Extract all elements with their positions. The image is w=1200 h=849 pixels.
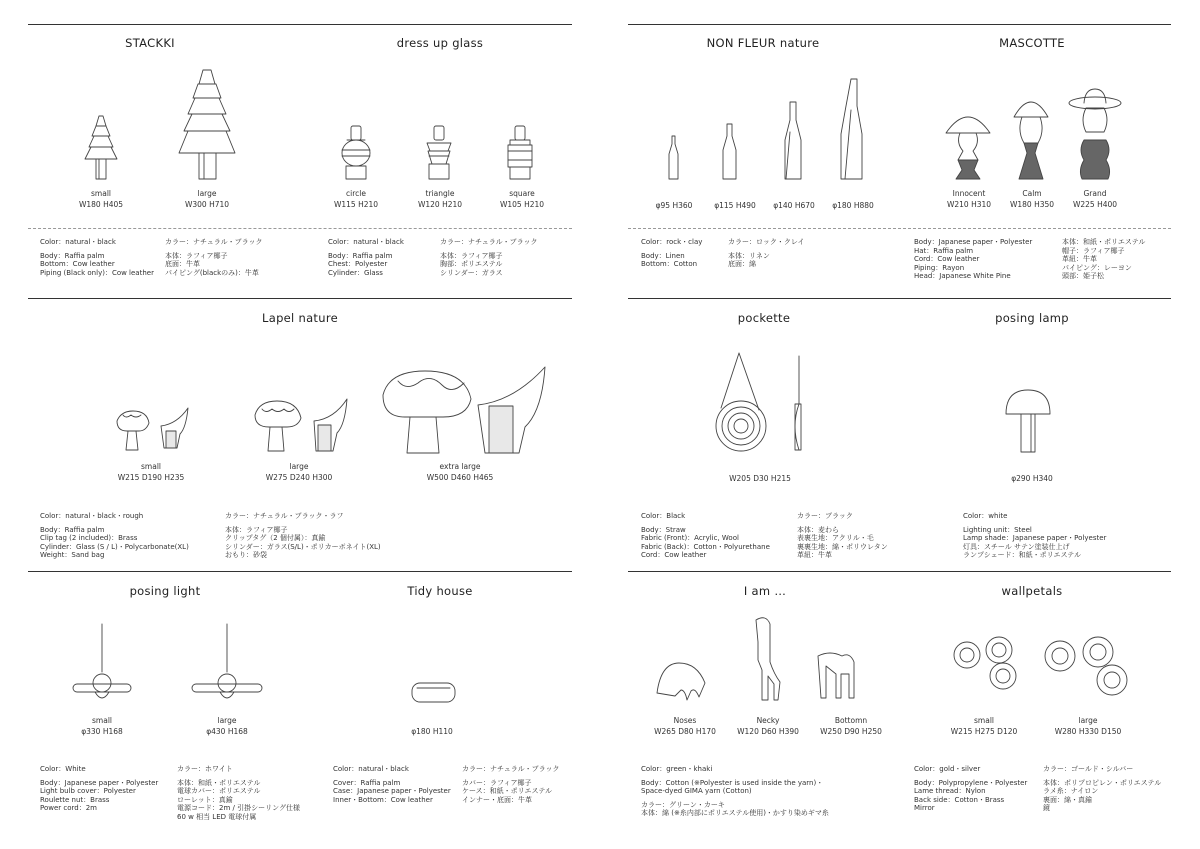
- spec-line: Color：natural・black: [328, 238, 404, 246]
- spec-line: Body：Japanese paper・Polyester: [40, 778, 159, 787]
- rule-top-right: [628, 24, 1171, 25]
- rule-top-left: [28, 24, 572, 25]
- spec-line: Bottom：Cow leather: [40, 260, 115, 269]
- spec-dress-up-en: [328, 238, 404, 277]
- spec-line: Body：Raffia palm: [40, 251, 105, 260]
- spec-line: Inner・Bottom：Cow leather: [333, 795, 433, 804]
- dress-up-circle-illustration: [342, 126, 370, 179]
- spec-line: Cover：Raffia palm: [333, 778, 401, 787]
- spec-line: 本体：ラフィア椰子: [225, 525, 288, 534]
- spec-line: 本体：ポリプロピレン・ポリエステル: [1043, 778, 1162, 787]
- spec-line: Color：White: [40, 765, 86, 773]
- spec-line: カラー：ゴールド・シルバー: [1043, 765, 1134, 773]
- spec-line: 本体：和紙・ポリエステル: [1062, 238, 1146, 246]
- title-dress-up-glass: dress up glass: [396, 36, 484, 50]
- lapel-xl-illustration: [383, 367, 545, 453]
- caption: circle W115 H210: [333, 189, 379, 209]
- caption: Necky W120 D60 H390: [737, 716, 799, 736]
- title-mascotte: MASCOTTE: [999, 36, 1065, 50]
- spec-line: 60 w 相当 LED 電球付属: [177, 812, 257, 821]
- rule-dashed-left: [28, 228, 572, 229]
- spec-line: カラー：ロック・クレイ: [728, 238, 805, 246]
- spec-mascotte-en: [914, 238, 1032, 281]
- spec-line: Piping (Black only)：Cow leather: [40, 268, 154, 277]
- spec-line: Cylinder：Glass: [328, 268, 383, 277]
- spec-line: Space-dyed GIMA yarn (Cotton): [641, 787, 752, 796]
- rule-mid1-left: [28, 298, 572, 299]
- spec-line: カラー：ブラック: [797, 512, 853, 520]
- dress-up-square-illustration: [508, 126, 532, 179]
- spec-non-fleur-jp: [728, 238, 805, 269]
- spec-pockette-jp: [797, 512, 888, 560]
- spec-line: Color：natural・black: [40, 238, 116, 246]
- caption: large W275 D240 H300: [265, 462, 333, 482]
- tidy-house-illustration: [412, 683, 455, 702]
- spec-line: Head：Japanese White Pine: [914, 272, 1011, 281]
- spec-i-am: [641, 765, 829, 818]
- caption: square W105 H210: [499, 189, 545, 209]
- spec-line: クリップタグ（2 個付属）：真鍮: [225, 534, 326, 543]
- spec-line: カラー：ホワイト: [177, 765, 233, 773]
- spec-line: Mirror: [914, 804, 935, 813]
- spec-dress-up-jp: [440, 238, 537, 277]
- caption: large W300 H710: [184, 189, 230, 209]
- spec-lapel-jp: [225, 512, 381, 560]
- spec-line: 電源コード：2m / 引掛シーリング仕様: [177, 804, 300, 813]
- caption: φ290 H340: [1011, 474, 1053, 483]
- caption: Grand W225 H400: [1072, 189, 1118, 209]
- spec-line: Color：gold・silver: [914, 765, 981, 773]
- spec-non-fleur-en: [641, 238, 702, 269]
- rule-dashed-right: [628, 228, 1171, 229]
- spec-tidy-house-en: [333, 765, 451, 804]
- spec-line: 本体：ラフィア椰子: [165, 251, 228, 260]
- caption: W205 D30 H215: [729, 474, 791, 483]
- spec-wallpetals-en: [914, 765, 1027, 813]
- spec-line: Lamp shade：Japanese paper・Polyester: [963, 534, 1107, 543]
- spec-line: Hat：Raffia palm: [914, 246, 974, 255]
- caption: Bottomn W250 D90 H250: [820, 716, 882, 736]
- spec-line: 本体：和紙・ポリエステル: [177, 778, 261, 787]
- lapel-small-illustration: [117, 408, 188, 450]
- spec-line: Body：Straw: [641, 525, 686, 534]
- spec-line: Cord：Cow leather: [641, 551, 707, 560]
- spec-line: Body：Linen: [641, 251, 685, 260]
- stackki-large-illustration: [179, 70, 235, 179]
- rule-mid1-right: [628, 298, 1171, 299]
- spec-line: Body：Cotton (※Polyester is used inside the yarn)・: [641, 778, 824, 787]
- spec-posing-light-jp: [177, 765, 300, 822]
- spec-line: Bottom：Cotton: [641, 260, 698, 269]
- spec-line: ランプシェード：和紙・ポリエステル: [963, 551, 1081, 560]
- spec-line: カラー：ナチュラル・ブラック・ラフ: [225, 512, 344, 520]
- spec-posing-lamp: [963, 512, 1106, 560]
- spec-line: Case：Japanese paper・Polyester: [333, 787, 451, 796]
- spec-line: パイピング(blackのみ)：牛革: [165, 268, 259, 277]
- spec-line: カラー：ナチュラル・ブラック: [440, 238, 538, 246]
- spec-line: おもり：砂袋: [225, 551, 267, 560]
- rule-mid2-left: [28, 571, 572, 572]
- caption: extra large W500 D460 H465: [426, 462, 494, 482]
- spec-line: Fabric (Back)：Cotton・Polyurethane: [641, 542, 770, 551]
- caption: triangle W120 H210: [417, 189, 463, 209]
- spec-line: Color：rock・clay: [641, 238, 703, 246]
- title-posing-light: posing light: [129, 584, 201, 598]
- dress-up-triangle-illustration: [427, 126, 451, 179]
- spec-line: 本体：麦わら: [797, 525, 839, 534]
- spec-line: Body：Raffia palm: [40, 525, 105, 534]
- posing-lamp-illustration: [1006, 390, 1050, 452]
- non-fleur-illustrations: [669, 79, 862, 179]
- caption: small W215 D190 H235: [117, 462, 185, 482]
- spec-line: 電球カバー：ポリエステル: [177, 787, 261, 796]
- spec-line: 本体：ラフィア椰子: [440, 251, 503, 260]
- caption: large φ430 H168: [206, 716, 248, 736]
- title-wallpetals: wallpetals: [1001, 584, 1063, 598]
- lapel-large-illustration: [255, 399, 347, 451]
- spec-pockette-en: [641, 512, 770, 560]
- spec-line: 本体：綿 (※糸内部にポリエステル使用)・かすり染めギマ糸: [641, 809, 829, 818]
- spec-line: ラメ糸：ナイロン: [1043, 787, 1099, 796]
- spec-line: 灯具：スチール サテン塗装仕上げ: [963, 542, 1070, 551]
- spec-line: シリンダー：ガラス(S/L)・ポリカーボネイト(XL): [225, 542, 381, 551]
- spec-line: Clip tag (2 included)：Brass: [40, 534, 138, 543]
- caption: φ95 H360: [655, 201, 693, 210]
- title-non-fleur: NON FLEUR nature: [706, 36, 820, 50]
- i-am-illustrations: [657, 618, 854, 700]
- spec-line: Back side：Cotton・Brass: [914, 795, 1005, 804]
- spec-posing-light-en: [40, 765, 158, 813]
- caption: small φ330 H168: [81, 716, 123, 736]
- spec-line: Lighting unit：Steel: [963, 525, 1032, 534]
- caption: φ180 H880: [832, 201, 874, 210]
- spec-line: 帽子：ラフィア椰子: [1062, 246, 1125, 255]
- spec-line: Color：natural・black: [333, 765, 409, 773]
- spec-wallpetals-jp: [1043, 765, 1161, 813]
- spec-line: Color：natural・black・rough: [40, 512, 144, 520]
- title-pockette: pockette: [737, 311, 791, 325]
- spec-line: Color：green・khaki: [641, 765, 713, 773]
- spec-line: カラー：グリーン・カーキ: [641, 800, 725, 809]
- rule-mid2-right: [628, 571, 1171, 572]
- spec-line: パイピング：レーヨン: [1062, 263, 1132, 272]
- spec-line: 裏面：綿・真鍮: [1043, 795, 1092, 804]
- caption: Noses W265 D80 H170: [654, 716, 716, 736]
- caption: Calm W180 H350: [1009, 189, 1055, 209]
- spec-line: Piping：Rayon: [914, 263, 965, 272]
- spec-lapel-en: [40, 512, 189, 560]
- spec-line: カバー：ラフィア椰子: [462, 778, 532, 787]
- title-lapel: Lapel nature: [262, 311, 338, 325]
- spec-line: Cylinder：Glass (S / L)・Polycarbonate(XL): [40, 542, 189, 551]
- caption: φ180 H110: [411, 727, 453, 736]
- spec-line: Body：Polypropylene・Polyester: [914, 778, 1028, 787]
- spec-line: 表裏生地：アクリル・毛: [797, 534, 874, 543]
- stackki-small-illustration: [85, 116, 117, 179]
- caption: φ140 H670: [773, 201, 815, 210]
- title-tidy-house: Tidy house: [407, 584, 473, 598]
- spec-line: Lame thread：Nylon: [914, 787, 986, 796]
- spec-line: Fabric (Front)：Acrylic, Wool: [641, 534, 739, 543]
- spec-line: Light bulb cover：Polyester: [40, 787, 136, 796]
- mascotte-illustrations: [946, 89, 1121, 179]
- spec-line: インナー・底面：牛革: [462, 795, 532, 804]
- spec-line: Chest：Polyester: [328, 260, 388, 269]
- wallpetals-illustrations: [954, 637, 1127, 695]
- caption: small W180 H405: [78, 189, 124, 209]
- spec-line: Power cord：2m: [40, 804, 97, 813]
- title-posing-lamp: posing lamp: [995, 311, 1069, 325]
- spec-line: 底面：牛革: [165, 260, 200, 269]
- spec-line: Cord：Cow leather: [914, 255, 980, 264]
- caption: φ115 H490: [714, 201, 756, 210]
- spec-line: ケース：和紙・ポリエステル: [462, 787, 553, 796]
- spec-line: 頭部：姫子松: [1062, 272, 1104, 281]
- caption: small W215 H275 D120: [950, 716, 1018, 736]
- spec-line: シリンダー：ガラス: [440, 268, 503, 277]
- spec-stackki-jp: [165, 238, 262, 277]
- spec-line: 革紐：牛革: [1062, 255, 1097, 264]
- caption: Innocent W210 H310: [946, 189, 992, 209]
- spec-line: 本体：リネン: [728, 251, 770, 260]
- spec-line: Body：Japanese paper・Polyester: [914, 238, 1033, 246]
- spec-line: Color：Black: [641, 512, 686, 520]
- spec-line: Color：white: [963, 512, 1008, 520]
- spec-line: 裏裏生地：綿・ポリウレタン: [797, 542, 888, 551]
- title-i-am: I am …: [743, 584, 787, 598]
- caption: large W280 H330 D150: [1054, 716, 1122, 736]
- spec-mascotte-jp: [1062, 238, 1145, 281]
- spec-line: Weight：Sand bag: [40, 551, 105, 560]
- posing-light-illustrations: [73, 624, 262, 698]
- pockette-illustration: [716, 353, 801, 451]
- spec-line: カラー：ナチュラル・ブラック: [165, 238, 263, 246]
- spec-line: 革紐：牛革: [797, 551, 832, 560]
- spec-line: カラー：ナチュラル・ブラック: [462, 765, 560, 773]
- spec-stackki-en: [40, 238, 154, 277]
- title-stackki: STACKKI: [125, 36, 175, 50]
- spec-tidy-house-jp: [462, 765, 559, 804]
- spec-line: 鏡: [1043, 804, 1050, 813]
- spec-line: ローレット：真鍮: [177, 795, 233, 804]
- spec-line: 底面：綿: [728, 260, 756, 269]
- spec-line: 胸部：ポリエステル: [440, 260, 503, 269]
- spec-line: Body：Raffia palm: [328, 251, 393, 260]
- spec-line: Roulette nut：Brass: [40, 795, 110, 804]
